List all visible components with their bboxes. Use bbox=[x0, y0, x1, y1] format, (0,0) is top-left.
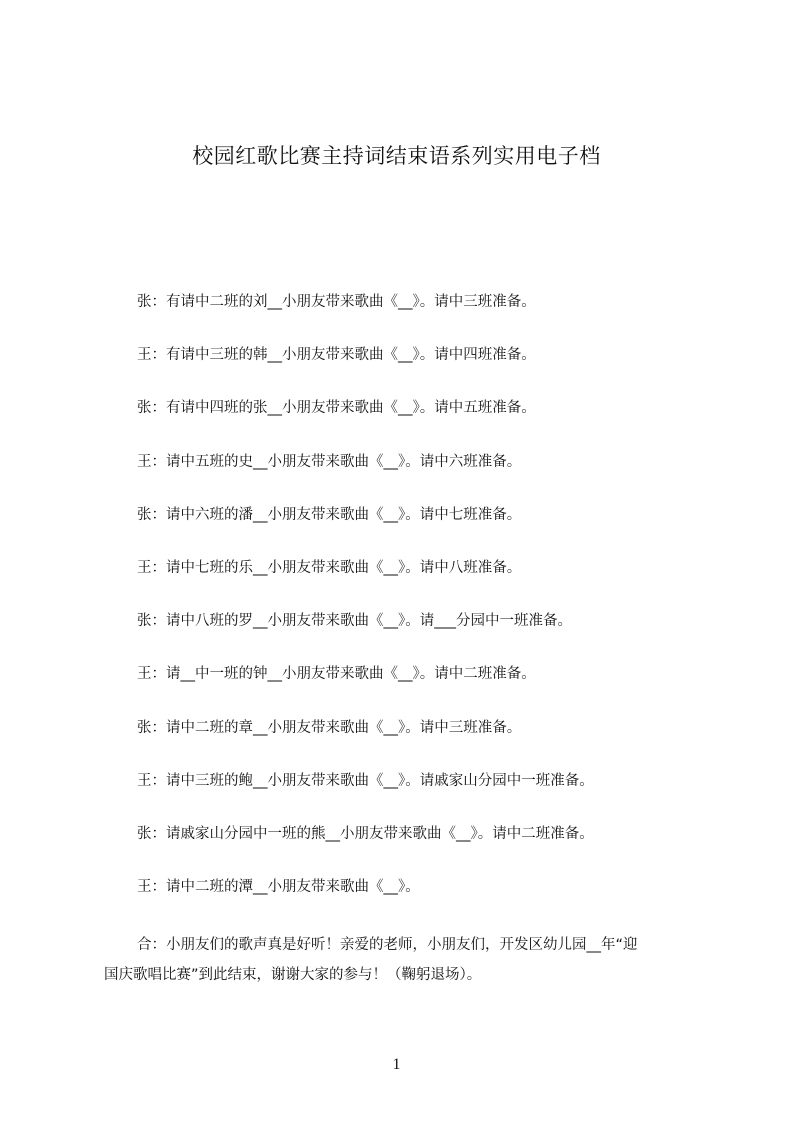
closing-line-2: 国庆歌唱比赛”到此结束，谢谢大家的参与！（鞠躬退场）。 bbox=[104, 967, 482, 983]
script-line-4: 王：请中五班的史__小朋友带来歌曲《__》。请中六班准备。 bbox=[137, 454, 522, 470]
script-line-2: 王：有请中三班的韩__小朋友带来歌曲《__》。请中四班准备。 bbox=[137, 347, 536, 363]
document-title: 校园红歌比赛主持词结束语系列实用电子档 bbox=[192, 144, 601, 168]
page-number: 1 bbox=[392, 1056, 401, 1073]
script-line-1: 张：有请中二班的刘__小朋友带来歌曲《__》。请中三班准备。 bbox=[137, 294, 536, 310]
script-line-6: 王：请中七班的乐__小朋友带来歌曲《__》。请中八班准备。 bbox=[137, 560, 522, 576]
script-line-9: 张：请中二班的章__小朋友带来歌曲《__》。请中三班准备。 bbox=[137, 720, 522, 736]
script-line-10: 王：请中三班的鲍__小朋友带来歌曲《__》。请戚家山分园中一班准备。 bbox=[137, 773, 594, 789]
script-line-11: 张：请戚家山分园中一班的熊__小朋友带来歌曲《__》。请中二班准备。 bbox=[137, 826, 594, 842]
script-line-3: 张：有请中四班的张__小朋友带来歌曲《__》。请中五班准备。 bbox=[137, 400, 536, 416]
closing-line-1: 合：小朋友们的歌声真是好听！亲爱的老师，小朋友们，开发区幼儿园__年“迎 bbox=[137, 937, 638, 953]
script-line-8: 王：请__中一班的钟__小朋友带来歌曲《__》。请中二班准备。 bbox=[137, 666, 536, 682]
closing-paragraph bbox=[104, 930, 704, 990]
script-line-7: 张：请中八班的罗__小朋友带来歌曲《__》。请___分园中一班准备。 bbox=[137, 613, 572, 629]
script-line-12: 王：请中二班的潭__小朋友带来歌曲《__》。 bbox=[137, 879, 420, 895]
script-line-5: 张：请中六班的潘__小朋友带来歌曲《__》。请中七班准备。 bbox=[137, 507, 522, 523]
